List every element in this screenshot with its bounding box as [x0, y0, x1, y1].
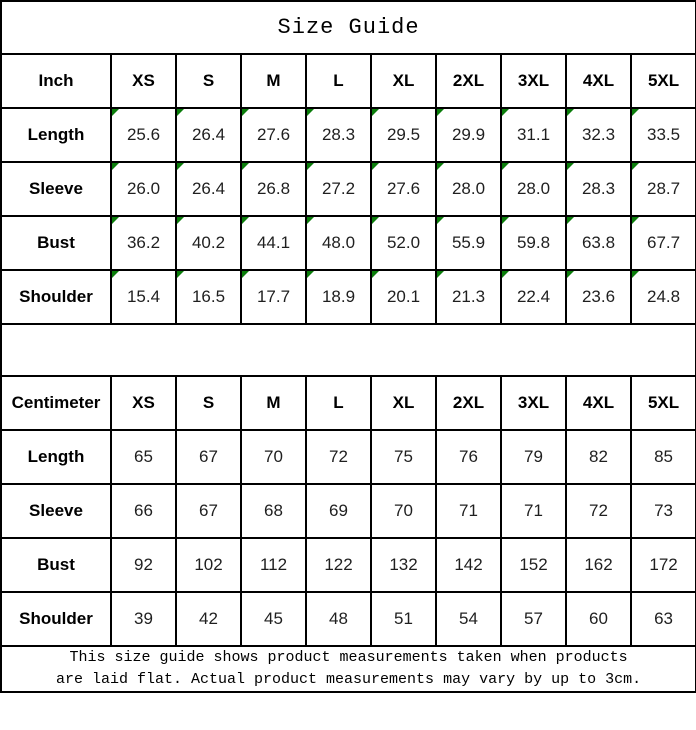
inch-measurement-cell: [176, 216, 241, 270]
cell-flag-triangle-icon: [567, 217, 574, 224]
centimeter-row-shoulder: [1, 592, 696, 646]
centimeter-measurement-cell: [501, 430, 566, 484]
centimeter-row-bust: [1, 538, 696, 592]
cell-flag-triangle-icon: [437, 109, 444, 116]
centimeter-measurement-cell: [371, 592, 436, 646]
inch-row-length: [1, 108, 696, 162]
inch-measurement-cell: [176, 162, 241, 216]
inch-measurement-cell-text: 48.0: [321, 233, 356, 252]
cell-flag-triangle-icon: [112, 217, 119, 224]
inch-measurement-cell: [631, 162, 696, 216]
cell-flag-triangle-icon: [177, 109, 184, 116]
inch-measurement-cell-text: 26.0: [126, 179, 161, 198]
cell-flag-triangle-icon: [567, 163, 574, 170]
inch-measurement-cell: [371, 216, 436, 270]
inch-measurement-cell: [111, 162, 176, 216]
inch-measurement-cell: [436, 270, 501, 324]
centimeter-row-label-length-text: Length: [27, 447, 85, 466]
centimeter-measurement-cell: [176, 430, 241, 484]
centimeter-row-sleeve: [1, 484, 696, 538]
centimeter-measurement-cell: [176, 484, 241, 538]
cell-flag-triangle-icon: [177, 271, 184, 278]
inch-measurement-cell: [306, 216, 371, 270]
centimeter-measurement-cell: [371, 538, 436, 592]
inch-size-header-s: [176, 54, 241, 108]
centimeter-measurement-cell-text: 71: [459, 501, 478, 520]
centimeter-size-header-s: [176, 376, 241, 430]
centimeter-size-header-4xl-text: 4XL: [582, 393, 615, 412]
spacer-row: [1, 324, 696, 376]
inch-row-label-bust-text: Bust: [37, 233, 75, 252]
inch-size-header-xl: [371, 54, 436, 108]
inch-measurement-cell: [371, 162, 436, 216]
inch-measurement-cell: [436, 162, 501, 216]
inch-measurement-cell-text: 44.1: [256, 233, 291, 252]
footer-row: [1, 646, 696, 692]
cell-flag-triangle-icon: [307, 163, 314, 170]
inch-measurement-cell: [501, 270, 566, 324]
cell-flag-triangle-icon: [632, 217, 639, 224]
inch-measurement-cell-text: 15.4: [126, 287, 161, 306]
centimeter-row-label-sleeve-text: Sleeve: [29, 501, 83, 520]
centimeter-unit-label-text: Centimeter: [11, 393, 101, 412]
centimeter-row-label-bust: [1, 538, 111, 592]
inch-size-header-m: [241, 54, 306, 108]
inch-measurement-cell-text: 63.8: [581, 233, 616, 252]
centimeter-measurement-cell: [436, 592, 501, 646]
inch-measurement-cell-text: 59.8: [516, 233, 551, 252]
footer-note: [1, 646, 696, 692]
inch-size-header-3xl-text: 3XL: [517, 71, 550, 90]
centimeter-row-label-bust-text: Bust: [37, 555, 75, 574]
centimeter-measurement-cell: [566, 592, 631, 646]
centimeter-header-row: [1, 376, 696, 430]
centimeter-measurement-cell-text: 39: [134, 609, 153, 628]
cell-flag-triangle-icon: [502, 271, 509, 278]
inch-measurement-cell-text: 26.8: [256, 179, 291, 198]
centimeter-measurement-cell: [111, 484, 176, 538]
cell-flag-triangle-icon: [632, 163, 639, 170]
centimeter-measurement-cell-text: 75: [394, 447, 413, 466]
centimeter-measurement-cell: [631, 592, 696, 646]
inch-size-header-2xl-text: 2XL: [452, 71, 485, 90]
inch-measurement-cell-text: 28.7: [647, 179, 681, 198]
inch-measurement-cell-text: 22.4: [516, 287, 551, 306]
cell-flag-triangle-icon: [372, 217, 379, 224]
inch-measurement-cell: [436, 108, 501, 162]
centimeter-measurement-cell: [436, 484, 501, 538]
centimeter-measurement-cell-text: 172: [649, 555, 678, 574]
cell-flag-triangle-icon: [112, 271, 119, 278]
inch-measurement-cell: [306, 162, 371, 216]
centimeter-size-header-m-text: M: [266, 393, 281, 412]
inch-measurement-cell-text: 36.2: [126, 233, 161, 252]
centimeter-measurement-cell: [306, 592, 371, 646]
centimeter-measurement-cell: [111, 592, 176, 646]
inch-measurement-cell: [501, 216, 566, 270]
inch-measurement-cell-text: 40.2: [191, 233, 226, 252]
centimeter-measurement-cell-text: 70: [264, 447, 283, 466]
centimeter-row-length: [1, 430, 696, 484]
centimeter-size-header-3xl: [501, 376, 566, 430]
inch-measurement-cell-text: 55.9: [451, 233, 486, 252]
footer-note-line1: This size guide shows product measurements taken when products: [69, 649, 628, 666]
cell-flag-triangle-icon: [632, 271, 639, 278]
inch-size-header-m-text: M: [266, 71, 281, 90]
centimeter-measurement-cell-text: 66: [134, 501, 153, 520]
centimeter-size-header-s-text: S: [202, 393, 215, 412]
cell-flag-triangle-icon: [437, 163, 444, 170]
centimeter-size-header-3xl-text: 3XL: [517, 393, 550, 412]
inch-measurement-cell-text: 21.3: [451, 287, 486, 306]
inch-row-label-sleeve-text: Sleeve: [29, 179, 83, 198]
centimeter-measurement-cell: [176, 592, 241, 646]
inch-row-label-sleeve: [1, 162, 111, 216]
centimeter-measurement-cell: [306, 484, 371, 538]
inch-row-label-shoulder-text: Shoulder: [19, 287, 93, 306]
cell-flag-triangle-icon: [177, 163, 184, 170]
inch-row-bust: [1, 216, 696, 270]
centimeter-measurement-cell: [111, 430, 176, 484]
inch-unit-label-text: Inch: [38, 71, 74, 90]
centimeter-measurement-cell-text: 42: [199, 609, 218, 628]
centimeter-measurement-cell: [566, 430, 631, 484]
cell-flag-triangle-icon: [242, 271, 249, 278]
inch-measurement-cell: [111, 216, 176, 270]
inch-row-label-length: [1, 108, 111, 162]
cell-flag-triangle-icon: [632, 109, 639, 116]
centimeter-measurement-cell-text: 67: [199, 501, 218, 520]
centimeter-measurement-cell-text: 48: [329, 609, 348, 628]
inch-measurement-cell: [566, 162, 631, 216]
centimeter-measurement-cell-text: 112: [259, 555, 288, 574]
centimeter-measurement-cell: [306, 430, 371, 484]
cell-flag-triangle-icon: [437, 271, 444, 278]
inch-row-shoulder: [1, 270, 696, 324]
centimeter-measurement-cell-text: 72: [329, 447, 348, 466]
centimeter-measurement-cell-text: 76: [459, 447, 478, 466]
inch-size-header-s-text: S: [202, 71, 215, 90]
centimeter-measurement-cell-text: 45: [264, 609, 283, 628]
centimeter-measurement-cell: [436, 538, 501, 592]
inch-measurement-cell-text: 23.6: [581, 287, 616, 306]
inch-measurement-cell-text: 25.6: [126, 125, 161, 144]
inch-row-label-length-text: Length: [27, 125, 85, 144]
inch-size-header-5xl-text: 5XL: [647, 71, 680, 90]
centimeter-measurement-cell-text: 51: [394, 609, 413, 628]
cell-flag-triangle-icon: [567, 109, 574, 116]
centimeter-measurement-cell: [631, 538, 696, 592]
cell-flag-triangle-icon: [372, 271, 379, 278]
footer-section: [1, 646, 696, 692]
inch-size-header-xl-text: XL: [392, 71, 415, 90]
inch-measurement-cell: [111, 108, 176, 162]
centimeter-measurement-cell-text: 67: [199, 447, 218, 466]
cell-flag-triangle-icon: [502, 163, 509, 170]
inch-measurement-cell-text: 28.0: [451, 179, 486, 198]
centimeter-measurement-cell-text: 65: [134, 447, 153, 466]
inch-measurement-cell-text: 18.9: [321, 287, 356, 306]
centimeter-measurement-cell: [371, 484, 436, 538]
footer-note-line2: are laid flat. Actual product measurements may vary by up to 3cm.: [56, 671, 642, 688]
cell-flag-triangle-icon: [112, 109, 119, 116]
inch-measurement-cell: [566, 216, 631, 270]
cell-flag-triangle-icon: [242, 217, 249, 224]
centimeter-row-label-sleeve: [1, 484, 111, 538]
inch-measurement-cell-text: 28.3: [321, 125, 356, 144]
cell-flag-triangle-icon: [242, 163, 249, 170]
inch-measurement-cell: [241, 162, 306, 216]
inch-size-header-5xl: [631, 54, 696, 108]
inch-table-section: [1, 54, 696, 324]
inch-measurement-cell-text: 31.1: [516, 125, 551, 144]
inch-measurement-cell-text: 20.1: [386, 287, 421, 306]
inch-size-header-4xl-text: 4XL: [582, 71, 615, 90]
inch-measurement-cell: [306, 108, 371, 162]
inch-measurement-cell: [241, 108, 306, 162]
centimeter-size-header-2xl-text: 2XL: [452, 393, 485, 412]
inch-size-header-xs-text: XS: [132, 71, 155, 90]
centimeter-measurement-cell-text: 71: [524, 501, 543, 520]
centimeter-measurement-cell: [176, 538, 241, 592]
centimeter-measurement-cell: [241, 538, 306, 592]
inch-measurement-cell: [241, 216, 306, 270]
inch-row-label-bust: [1, 216, 111, 270]
centimeter-measurement-cell-text: 70: [394, 501, 413, 520]
inch-measurement-cell-text: 27.6: [386, 179, 421, 198]
centimeter-measurement-cell-text: 142: [454, 555, 483, 574]
inch-measurement-cell: [111, 270, 176, 324]
inch-header-row: [1, 54, 696, 108]
inch-measurement-cell: [501, 162, 566, 216]
centimeter-measurement-cell-text: 73: [654, 501, 674, 520]
centimeter-size-header-4xl: [566, 376, 631, 430]
inch-measurement-cell-text: 32.3: [581, 125, 616, 144]
cell-flag-triangle-icon: [177, 217, 184, 224]
inch-measurement-cell: [631, 270, 696, 324]
centimeter-measurement-cell-text: 85: [654, 447, 674, 466]
centimeter-measurement-cell-text: 102: [194, 555, 223, 574]
centimeter-table-section: [1, 376, 696, 646]
cell-flag-triangle-icon: [112, 163, 119, 170]
inch-measurement-cell-text: 26.4: [191, 179, 226, 198]
centimeter-size-header-xl-text: XL: [392, 393, 415, 412]
centimeter-size-header-5xl-text: 5XL: [647, 393, 680, 412]
inch-measurement-cell: [241, 270, 306, 324]
centimeter-measurement-cell-text: 79: [524, 447, 543, 466]
inch-measurement-cell-text: 29.5: [386, 125, 421, 144]
inch-measurement-cell-text: 29.9: [451, 125, 486, 144]
centimeter-size-header-xs-text: XS: [132, 393, 155, 412]
inch-row-sleeve: [1, 162, 696, 216]
inch-unit-label: [1, 54, 111, 108]
inch-measurement-cell: [566, 108, 631, 162]
centimeter-row-label-length: [1, 430, 111, 484]
inch-measurement-cell: [631, 108, 696, 162]
inch-measurement-cell-text: 52.0: [386, 233, 421, 252]
centimeter-size-header-l: [306, 376, 371, 430]
cell-flag-triangle-icon: [307, 109, 314, 116]
centimeter-measurement-cell: [241, 430, 306, 484]
inch-size-header-l-text: L: [333, 71, 344, 90]
cell-flag-triangle-icon: [372, 109, 379, 116]
inch-measurement-cell-text: 16.5: [191, 287, 226, 306]
centimeter-measurement-cell: [501, 592, 566, 646]
centimeter-measurement-cell: [566, 484, 631, 538]
centimeter-size-header-m: [241, 376, 306, 430]
inch-measurement-cell-text: 28.0: [516, 179, 551, 198]
inch-measurement-cell-text: 33.5: [647, 125, 681, 144]
inch-row-label-shoulder: [1, 270, 111, 324]
centimeter-measurement-cell-text: 63: [654, 609, 674, 628]
centimeter-measurement-cell-text: 54: [459, 609, 478, 628]
inch-measurement-cell: [501, 108, 566, 162]
cell-flag-triangle-icon: [567, 271, 574, 278]
cell-flag-triangle-icon: [242, 109, 249, 116]
centimeter-measurement-cell: [501, 484, 566, 538]
centimeter-measurement-cell-text: 152: [519, 555, 548, 574]
page-title: Size Guide: [1, 1, 696, 54]
centimeter-measurement-cell: [566, 538, 631, 592]
cell-flag-triangle-icon: [307, 217, 314, 224]
centimeter-row-label-shoulder: [1, 592, 111, 646]
inch-measurement-cell: [371, 270, 436, 324]
inch-measurement-cell: [176, 270, 241, 324]
cell-flag-triangle-icon: [307, 271, 314, 278]
centimeter-measurement-cell-text: 57: [524, 609, 543, 628]
centimeter-measurement-cell-text: 92: [134, 555, 153, 574]
centimeter-measurement-cell-text: 69: [329, 501, 348, 520]
inch-measurement-cell: [566, 270, 631, 324]
cell-flag-triangle-icon: [502, 217, 509, 224]
inch-measurement-cell-text: 27.2: [321, 179, 356, 198]
spacer-section: [1, 324, 696, 376]
cell-flag-triangle-icon: [502, 109, 509, 116]
centimeter-measurement-cell: [241, 484, 306, 538]
inch-measurement-cell-text: 17.7: [256, 287, 291, 306]
centimeter-measurement-cell: [371, 430, 436, 484]
centimeter-measurement-cell-text: 68: [264, 501, 283, 520]
centimeter-measurement-cell: [306, 538, 371, 592]
title-row: [1, 1, 696, 54]
centimeter-size-header-2xl: [436, 376, 501, 430]
centimeter-measurement-cell-text: 72: [589, 501, 608, 520]
inch-size-header-4xl: [566, 54, 631, 108]
inch-size-header-3xl: [501, 54, 566, 108]
inch-measurement-cell: [631, 216, 696, 270]
centimeter-measurement-cell-text: 82: [589, 447, 608, 466]
spacer-band: [1, 324, 696, 376]
inch-measurement-cell-text: 26.4: [191, 125, 226, 144]
centimeter-measurement-cell: [241, 592, 306, 646]
centimeter-unit-label: [1, 376, 111, 430]
centimeter-size-header-5xl: [631, 376, 696, 430]
inch-measurement-cell-text: 27.6: [256, 125, 291, 144]
inch-size-header-2xl: [436, 54, 501, 108]
centimeter-size-header-xl: [371, 376, 436, 430]
inch-size-header-xs: [111, 54, 176, 108]
centimeter-measurement-cell-text: 132: [389, 555, 418, 574]
centimeter-measurement-cell-text: 122: [324, 555, 353, 574]
centimeter-size-header-l-text: L: [333, 393, 344, 412]
inch-measurement-cell: [371, 108, 436, 162]
centimeter-measurement-cell-text: 60: [589, 609, 608, 628]
centimeter-size-header-xs: [111, 376, 176, 430]
inch-measurement-cell-text: 67.7: [647, 233, 681, 252]
centimeter-measurement-cell: [111, 538, 176, 592]
inch-size-header-l: [306, 54, 371, 108]
inch-measurement-cell: [306, 270, 371, 324]
centimeter-measurement-cell: [631, 484, 696, 538]
cell-flag-triangle-icon: [372, 163, 379, 170]
centimeter-measurement-cell: [501, 538, 566, 592]
cell-flag-triangle-icon: [437, 217, 444, 224]
title-section: [1, 1, 696, 54]
inch-measurement-cell-text: 28.3: [581, 179, 616, 198]
centimeter-measurement-cell: [631, 430, 696, 484]
inch-measurement-cell: [436, 216, 501, 270]
centimeter-measurement-cell: [436, 430, 501, 484]
centimeter-measurement-cell-text: 162: [584, 555, 613, 574]
centimeter-row-label-shoulder-text: Shoulder: [19, 609, 93, 628]
inch-measurement-cell: [176, 108, 241, 162]
inch-measurement-cell-text: 24.8: [647, 287, 681, 306]
